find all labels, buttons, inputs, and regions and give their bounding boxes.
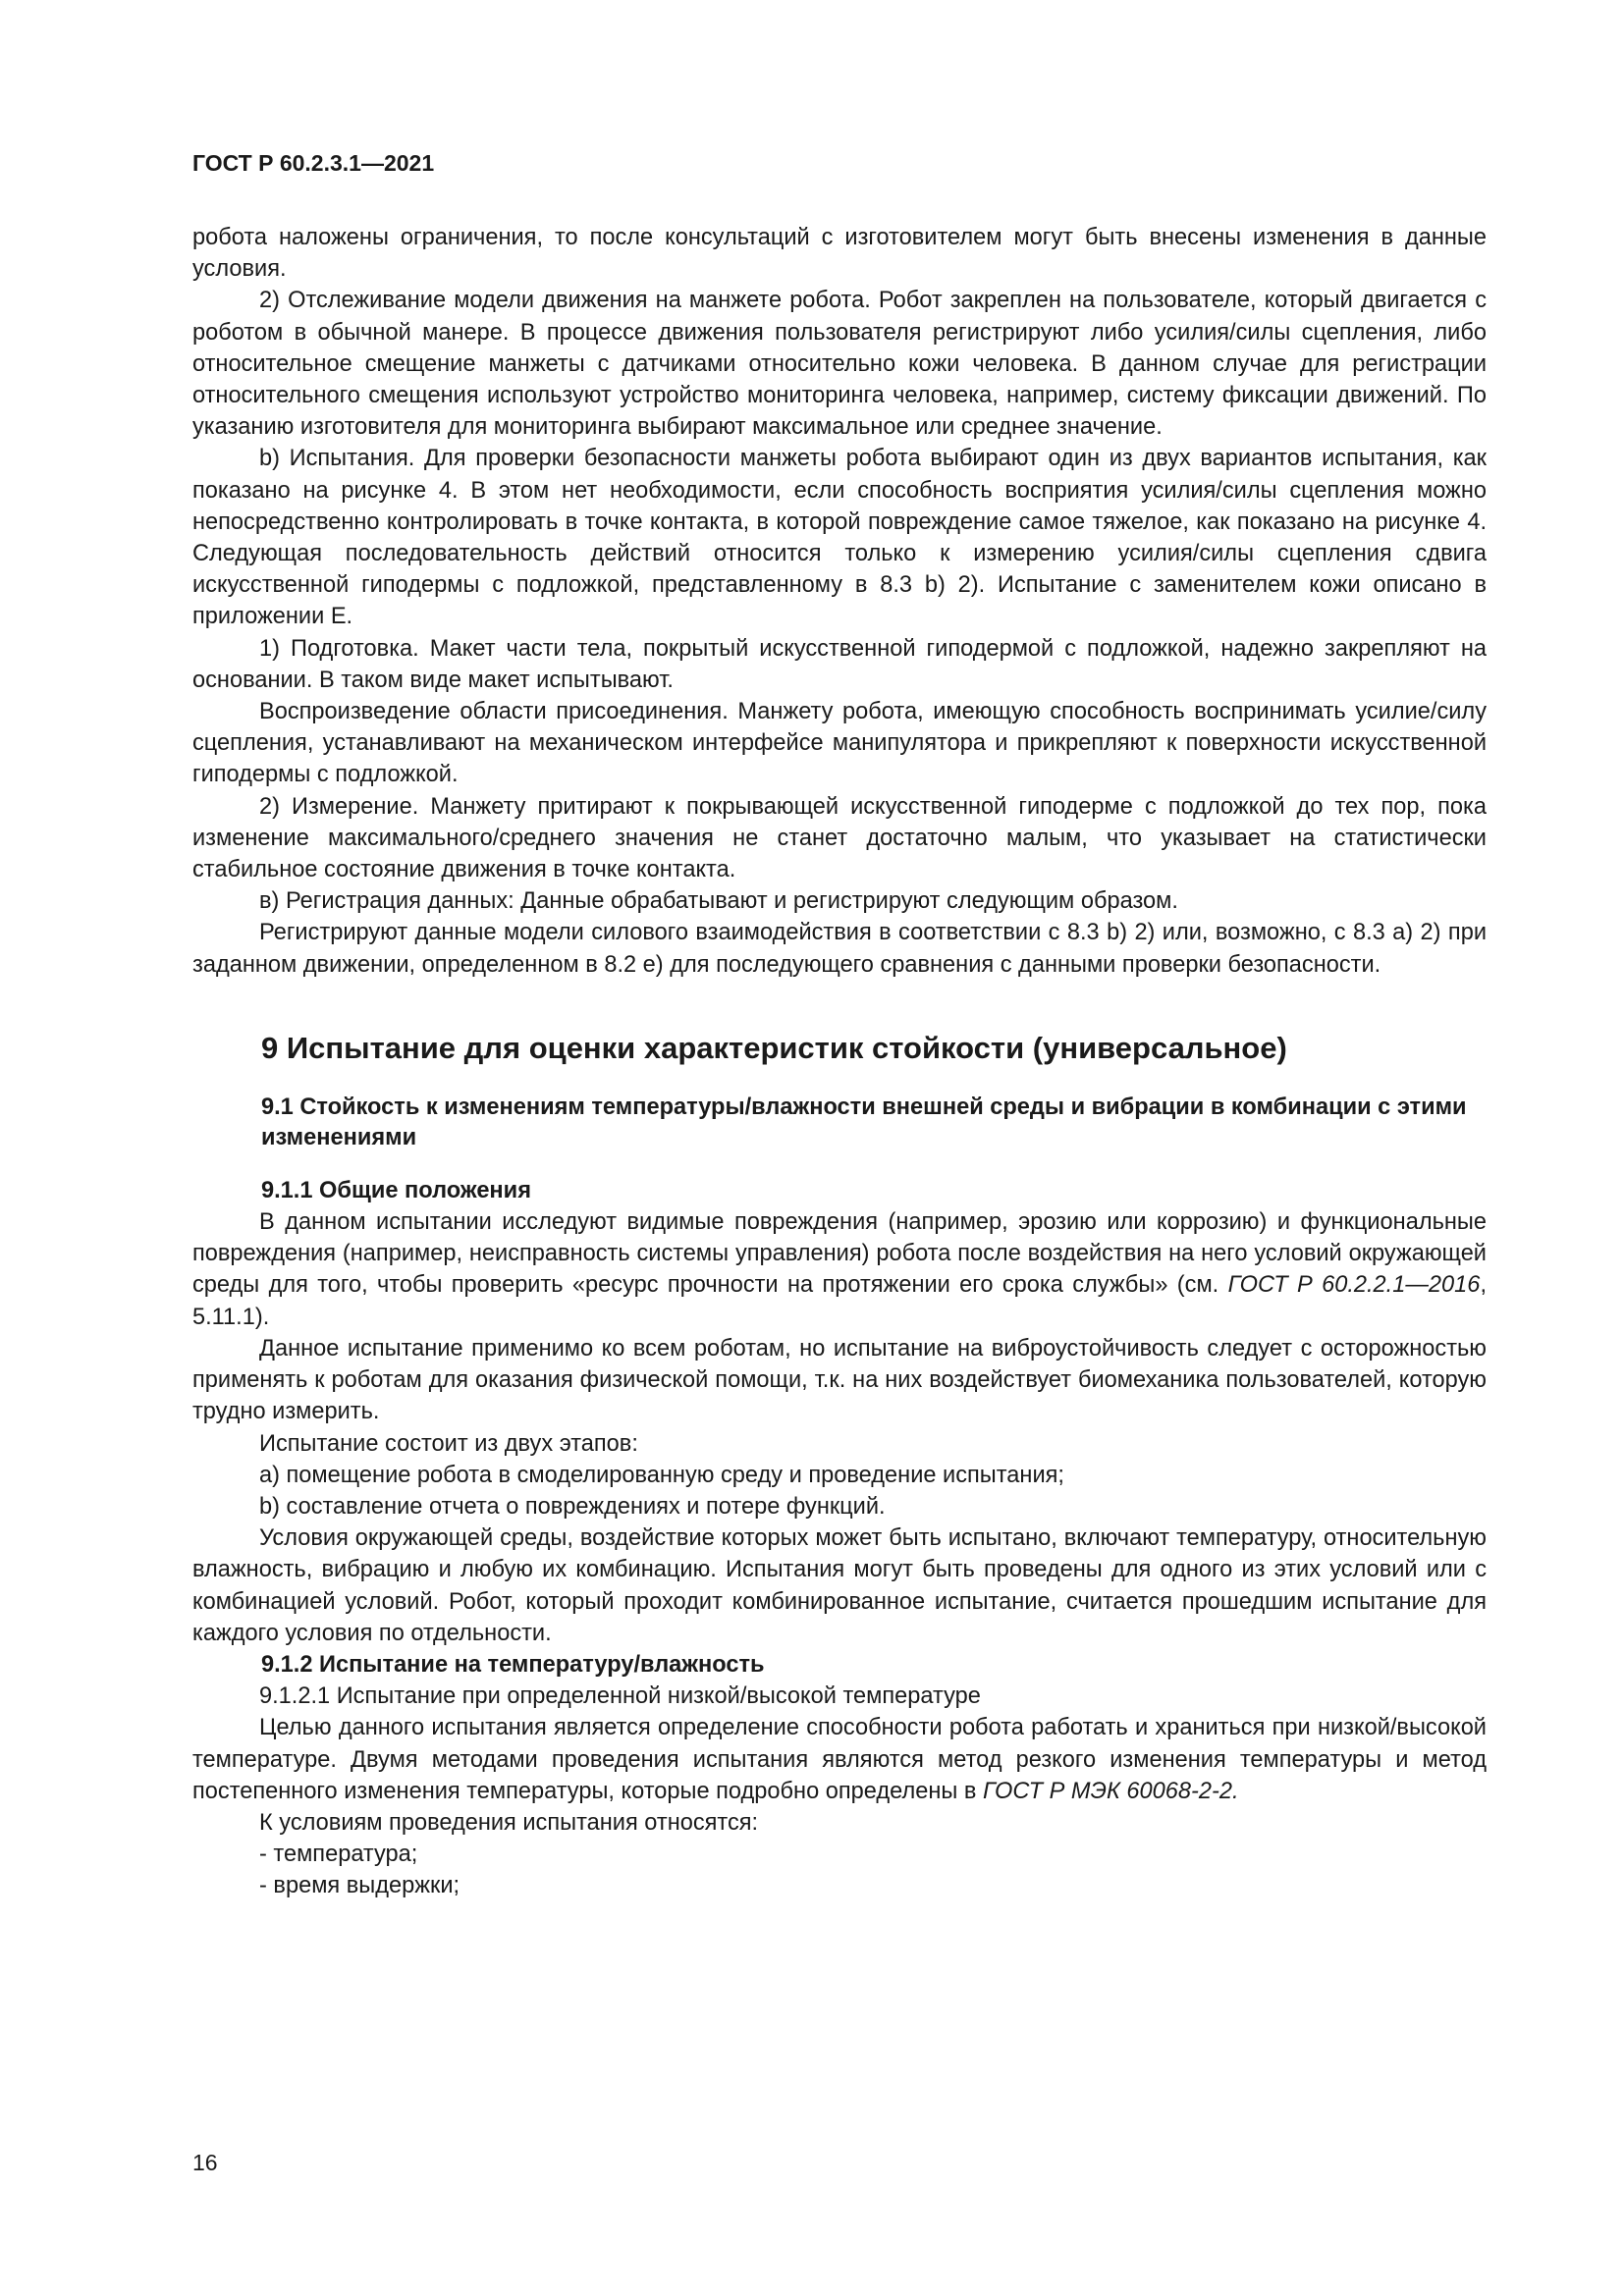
paragraph: К условиям проведения испытания относятся: xyxy=(259,1809,759,1836)
paragraph: 2) Отслеживание модели движения на манжете робота. Робот закреплен на пользователе, который двигается с роботом в обычной манере. В процессе движения пользователя регистрируют либо усилия/силы сцепления, либо относительное смещение манжеты с датчиками относительно кожи человека. В данном случае для регистрации относительного смещения используют устройство мониторинга человека, например, систему фиксации движений. По указанию изготовителя для мониторинга выбирают максимальное или среднее значение. xyxy=(192,288,1487,441)
list-item: а) помещение робота в смоделированную среду и проведение испытания; xyxy=(259,1462,1064,1488)
document-body xyxy=(192,222,1487,1902)
standard-reference: ГОСТ Р 60.2.2.1—2016 xyxy=(1227,1272,1481,1299)
paragraph xyxy=(192,1712,1487,1807)
paragraph xyxy=(192,1206,1487,1333)
paragraph: робота наложены ограничения, то после консультаций с изготовителем могут быть внесены изменения в данные условия. xyxy=(192,225,1487,283)
paragraph: Регистрируют данные модели силового взаимодействия в соответствии с 8.3 b) 2) или, возможно, с 8.3 а) 2) при заданном движении, определенном в 8.2 е) для последующего сравнения с данными проверки безопасности. xyxy=(192,920,1487,978)
paragraph: 1) Подготовка. Макет части тела, покрытый искусственной гиподермой с подложкой, надежно закрепляют на основании. В таком виде макет испытывают. xyxy=(192,635,1487,693)
section-heading: 9 Испытание для оценки характеристик стойкости (универсальное) xyxy=(261,1030,1287,1065)
list-item: - время выдержки; xyxy=(259,1873,460,1899)
paragraph: b) Испытания. Для проверки безопасности манжеты робота выбирают один из двух вариантов испытания, как показано на рисунке 4. В этом нет необходимости, если способность восприятия усилия/силы сцепления можно непосредственно контролировать в точке контакта, в которой повреждение самое тяжелое, как показано на рисунке 4. Следующая последовательность действий относится только к измерению усилия/силы сцепления сдвига искусственной гиподермы с подложкой, представленному в 8.3 b) 2). Испытание с заменителем кожи описано в приложении Е. xyxy=(192,446,1487,630)
paragraph-text: В данном испытании исследуют видимые повреждения (например, эрозию или коррозию) и функциональные повреждения (например, неисправность системы управления) робота после воздействия на него условий окружающей среды для того, чтобы проверить «ресурс прочности на протяжении его срока службы» (см. xyxy=(192,1209,1487,1299)
paragraph: Испытание состоит из двух этапов: xyxy=(259,1430,638,1457)
paragraph: Данное испытание применимо ко всем роботам, но испытание на виброустойчивость следует с осторожностью применять к роботам для оказания физической помощи, т.к. на них воздействует биомеханика пользователей, которую трудно измерить. xyxy=(192,1335,1487,1425)
paragraph: Условия окружающей среды, воздействие которых может быть испытано, включают температуру, относительную влажность, вибрацию и любую их комбинацию. Испытания могут быть проведены для одного из этих условий или с комбинацией условий. Робот, который проходит комбинированное испытание, считается прошедшим испытание для каждого условия по отдельности. xyxy=(192,1525,1487,1646)
list-item: b) составление отчета о повреждениях и потере функций. xyxy=(259,1493,886,1520)
standard-reference: ГОСТ Р МЭК 60068-2-2. xyxy=(983,1778,1239,1804)
page-number: 16 xyxy=(192,2150,218,2175)
paragraph-text: , 5.11.1). xyxy=(192,1272,1487,1330)
paragraph-text: Целью данного испытания является определение способности робота работать и храниться при низкой/высокой температуре. Двумя методами проведения испытания являются метод резкого изменения температуры и метод постепенного изменения температуры, которые подробно определены в xyxy=(192,1715,1487,1804)
list-item: - температура; xyxy=(259,1842,418,1868)
paragraph: 2) Измерение. Манжету притирают к покрывающей искусственной гиподерме с подложкой до тех пор, пока изменение максимального/среднего значения не станет достаточно малым, что указывает на статистически стабильное состояние движения в точке контакта. xyxy=(192,793,1487,883)
paragraph: Воспроизведение области присоединения. Манжету робота, имеющую способность воспринимать усилие/силу сцепления, устанавливают на механическом интерфейсе манипулятора и прикрепляют к поверхности искусственной гиподермы с подложкой. xyxy=(192,699,1487,788)
subsection-heading: 9.1.2 Испытание на температуру/влажность xyxy=(261,1651,765,1678)
document-header: ГОСТ Р 60.2.3.1—2021 xyxy=(192,150,435,176)
paragraph: в) Регистрация данных: Данные обрабатывают и регистрируют следующим образом. xyxy=(259,888,1178,915)
clause-heading: 9.1.2.1 Испытание при определенной низкой/высокой температуре xyxy=(259,1683,981,1710)
subsection-heading: 9.1.1 Общие положения xyxy=(261,1177,531,1203)
subsection-heading: 9.1 Стойкость к изменениям температуры/влажности внешней среды и вибрации в комбинации с этими изменениями xyxy=(261,1094,1467,1150)
